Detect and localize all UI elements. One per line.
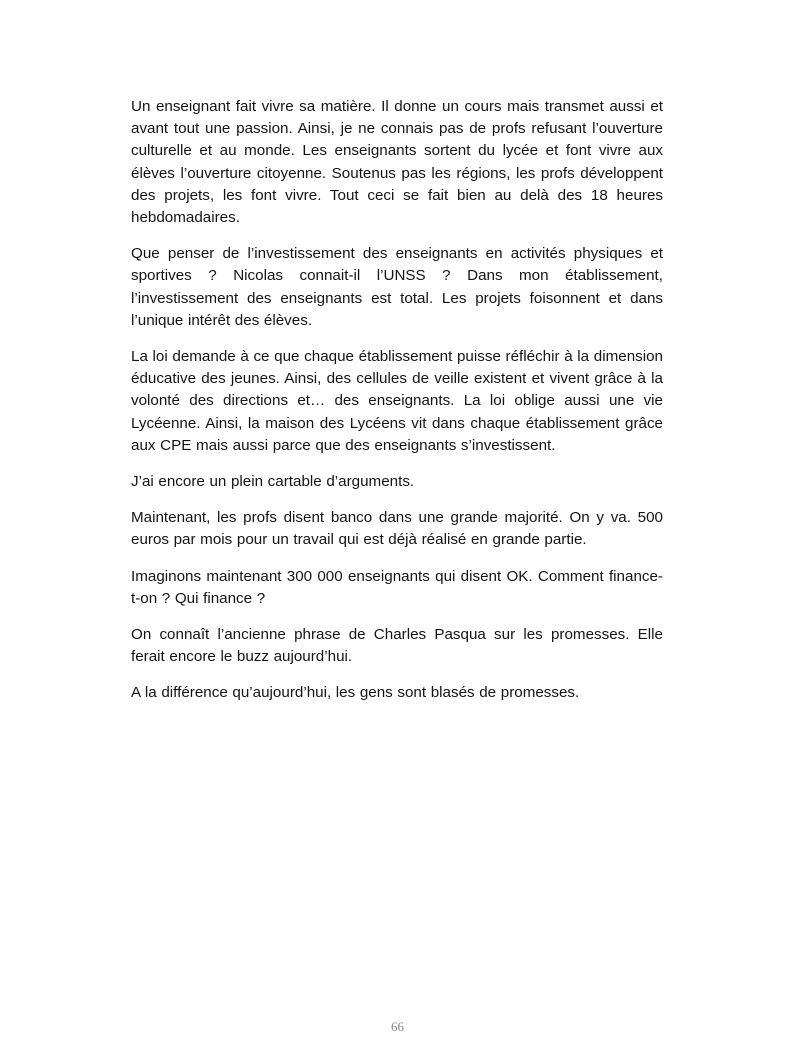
paragraph-6: Imaginons maintenant 300 000 enseignants qui disent OK. Comment finance-t-on ? Qui finance ? [131, 567, 663, 607]
paragraph-8: A la différence qu’aujourd’hui, les gens sont blasés de promesses. [131, 684, 580, 702]
paragraph-2: Que penser de l’investissement des enseignants en activités physiques et sportives ? Nicolas connait-il l’UNSS ? Dans mon établissement, l’investissement des enseignants est total. Les projets foisonnent et dans l’unique intérêt des élèves. [131, 245, 663, 329]
paragraph-5: Maintenant, les profs disent banco dans une grande majorité. On y va. 500 euros par mois pour un travail qui est déjà réalisé en grande partie. [131, 509, 663, 549]
paragraph-7: On connaît l’ancienne phrase de Charles Pasqua sur les promesses. Elle ferait encore le buzz aujourd’hui. [131, 626, 663, 666]
body-text [131, 96, 663, 719]
paragraph-1: Un enseignant fait vivre sa matière. Il donne un cours mais transmet aussi et avant tout une passion. Ainsi, je ne connais pas de profs refusant l’ouverture culturelle et au monde. Les enseignants sortent du lycée et font vivre aux élèves l’ouverture citoyenne. Soutenus pas les régions, les profs développent des projets, les font vivre. Tout ceci se fait bien au delà des 18 heures hebdomadaires. [131, 98, 663, 227]
paragraph-3: La loi demande à ce que chaque établissement puisse réfléchir à la dimension éducative des jeunes. Ainsi, des cellules de veille existent et vivent grâce à la volonté des directions et… des enseignants. La loi oblige aussi une vie Lycéenne. Ainsi, la maison des Lycéens vit dans chaque établissement grâce aux CPE mais aussi parce que des enseignants s’investissent. [131, 348, 663, 454]
paragraph-4: J’ai encore un plein cartable d’arguments. [131, 473, 415, 491]
page-number: 66 [391, 1019, 404, 1034]
